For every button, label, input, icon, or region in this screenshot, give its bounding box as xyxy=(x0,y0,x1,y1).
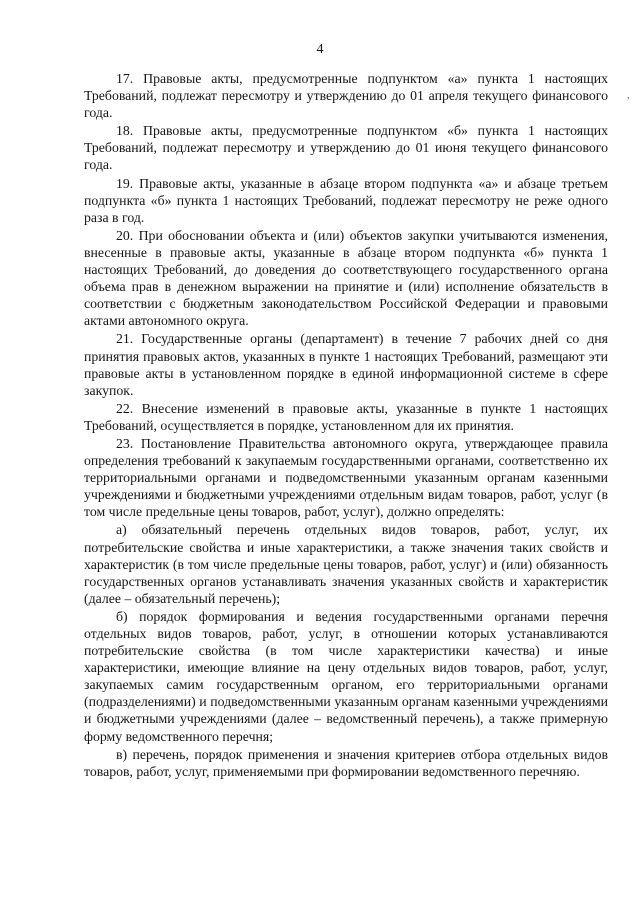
page-number: 4 xyxy=(316,42,324,57)
paragraph-19: 19. Правовые акты, указанные в абзаце втором подпункта «а» и абзаце третьем подпункта «б» пункта 1 настоящих Требований, подлежат пересмотру не реже одного раза в год. xyxy=(84,175,608,225)
paragraph-22: 22. Внесение изменений в правовые акты, указанные в пункте 1 настоящих Требований, осуществляется в порядке, установленном для их принятия. xyxy=(84,400,608,433)
paragraph-20: 20. При обосновании объекта и (или) объектов закупки учитываются изменения, внесенные в правовые акты, указанные в абзаце втором подпункта «б» пункта 1 настоящих Требований, до доведения до соответствующего государственного органа объема прав в денежном выражении на принятие и (или) исполнение обязательств в соответствии с бюджетным законодательством Российской Федерации и правовыми актами автономного округа. xyxy=(84,227,608,329)
paragraph-21: 21. Государственные органы (департамент) в течение 7 рабочих дней со дня принятия правовых актов, указанных в пункте 1 настоящих Требований, размещают эти правовые акты в установленном порядке в единой информационной системе в сфере закупок. xyxy=(84,331,608,398)
subparagraph-v: в) перечень, порядок применения и значения критериев отбора отдельных видов товаров, работ, услуг, применяемыми при формировании ведомственного перечняю. xyxy=(84,746,608,779)
subparagraph-b: б) порядок формирования и ведения государственными органами перечня отдельных видов товаров, работ, услуг, в отношении которых устанавливаются потребительские свойства (в том числе характеристики качества) и иные характеристики, имеющие влияние на цену отдельных видов товаров, работ, услуг, закупаемых самим государственным органом, его территориальными органами (подразделениями) и подведомственными указанным органам казенными учреждениями и бюджетными учреждениями (далее – ведомственный перечень), а также примерную форму ведомственного перечня; xyxy=(84,608,608,744)
subparagraph-a: а) обязательный перечень отдельных видов товаров, работ, услуг, их потребительские свойства и иные характеристики, а также значения таких свойств и характеристик (в том числе предельные цены товаров, работ, услуг) и (или) обязанность государственных органов устанавливать значения указанных свойств и характеристик (далее – обязательный перечень); xyxy=(84,522,608,606)
margin-mark: , xyxy=(627,90,630,101)
paragraph-23: 23. Постановление Правительства автономного округа, утверждающее правила определения требований к закупаемым государственными органами, соответственно их территориальными органами и подведомственными указанным органам казенными учреждениями и бюджетными учреждениями отдельным видам товаров, работ, услуг (в том числе предельные цены товаров, работ, услуг), должно определять: xyxy=(84,435,608,520)
paragraph-18: 18. Правовые акты, предусмотренные подпунктом «б» пункта 1 настоящих Требований, подлежат пересмотру и утверждению до 01 июня текущего финансового года. xyxy=(84,123,608,173)
document-body xyxy=(84,70,608,781)
paragraph-17: 17. Правовые акты, предусмотренные подпунктом «а» пункта 1 настоящих Требований, подлежат пересмотру и утверждению до 01 апреля текущего финансового года. xyxy=(84,71,608,121)
